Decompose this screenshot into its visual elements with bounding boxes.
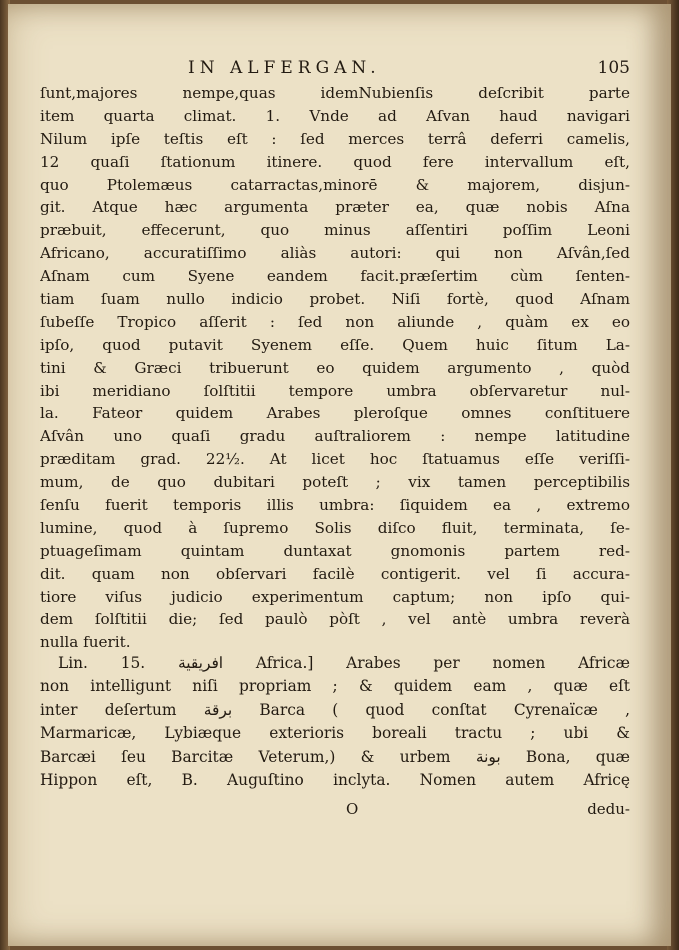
text-line: Aſnam cum Syene eandem facit.præſertim cùm ſenten-: [40, 267, 630, 286]
text-line: ſenſu fuerit temporis illis umbra: ſiquidem ea , extremo: [40, 496, 630, 515]
text-line: tini & Græci tribuerunt eo quidem argumento , quòd: [40, 358, 630, 377]
note-line: inter deſertum برقة Barca ( quod conſtat Cyrenaïcæ ,: [40, 700, 630, 719]
text-line: ptuageſimam quintam duntaxat gnomonis partem red-: [40, 541, 630, 560]
page-header: [40, 58, 630, 82]
note-line: Hippon eſt, B. Auguſtino inclyta. Nomen autem Africę: [40, 770, 630, 789]
running-head: IN ALFERGAN.: [188, 58, 381, 78]
note-line: Barcæi ſeu Barcitæ Veterum,) & urbem بونة Bona, quæ: [40, 747, 630, 766]
text-line: Nilum ipſe teſtis eſt : ſed merces terrâ deferri camelis,: [40, 129, 630, 148]
text-line: Aſvân uno quaſi gradu auſtraliorem : nempe latitudine: [40, 427, 630, 446]
text-line: dit. quam non obſervari facilè contigerit. vel ſi accura-: [40, 564, 630, 583]
annotation-block: [40, 652, 630, 792]
text-line: tiore viſus judicio experimentum captum; non ipſo qui-: [40, 587, 630, 606]
page-number: 105: [597, 58, 630, 78]
text-line: quo Ptolemæus catarractas,minorē & majorem, disjun-: [40, 175, 630, 194]
note-line: Marmaricæ, Lybiæque exterioris boreali tractu ; ubi &: [40, 724, 630, 743]
text-line: præbuit, effecerunt, quo minus aſſentiri poſſim Leoni: [40, 221, 630, 240]
main-text-block: [40, 82, 630, 654]
text-line: 12 quaſi ſtationum itinere. quod fere intervallum eſt,: [40, 152, 630, 171]
page-footer: [40, 800, 630, 822]
text-line: mum, de quo dubitari poteſt ; vix tamen perceptibilis: [40, 473, 630, 492]
note-line: non intelligunt niſi propriam ; & quidem eam , quæ eſt: [40, 677, 630, 696]
text-line: ipſo, quod putavit Syenem eſſe. Quem huic ſitum La-: [40, 335, 630, 354]
text-line: tiam ſuam nullo indicio probet. Niſi fortè, quod Aſnam: [40, 290, 630, 309]
text-line: Africano, accuratiſſimo aliàs autori: qui non Aſvân,ſed: [40, 244, 630, 263]
text-line: dem ſolſtitii die; ſed paulò pòſt , vel antè umbra reverà: [40, 610, 630, 629]
text-line: lumine, quod à ſupremo Solis diſco fluit, terminata, ſe-: [40, 518, 630, 537]
text-line: præditam grad. 22½. At licet hoc ſtatuamus eſſe veriſſi-: [40, 450, 630, 469]
text-line: nulla fuerit.: [40, 633, 131, 652]
catchword: dedu-: [587, 800, 630, 818]
text-line: ibi meridiano ſolſtitii tempore umbra obſervaretur nul-: [40, 381, 630, 400]
note-line: Lin. 15. افريقية Africa.] Arabes per nomen Africæ: [58, 654, 630, 672]
text-line: ſunt,majores nempe,quas idemNubienſis deſcribit parte: [40, 84, 630, 102]
text-line: ſubeſſe Tropico aſſerit : ſed non aliunde , quàm ex eo: [40, 312, 630, 331]
text-line: la. Fateor quidem Arabes pleroſque omnes conſtituere: [40, 404, 630, 423]
text-line: git. Atque hæc argumenta præter ea, quæ nobis Aſna: [40, 198, 630, 217]
text-line: item quarta climat. 1. Vnde ad Aſvan haud navigari: [40, 106, 630, 125]
signature-mark: O: [346, 800, 359, 818]
